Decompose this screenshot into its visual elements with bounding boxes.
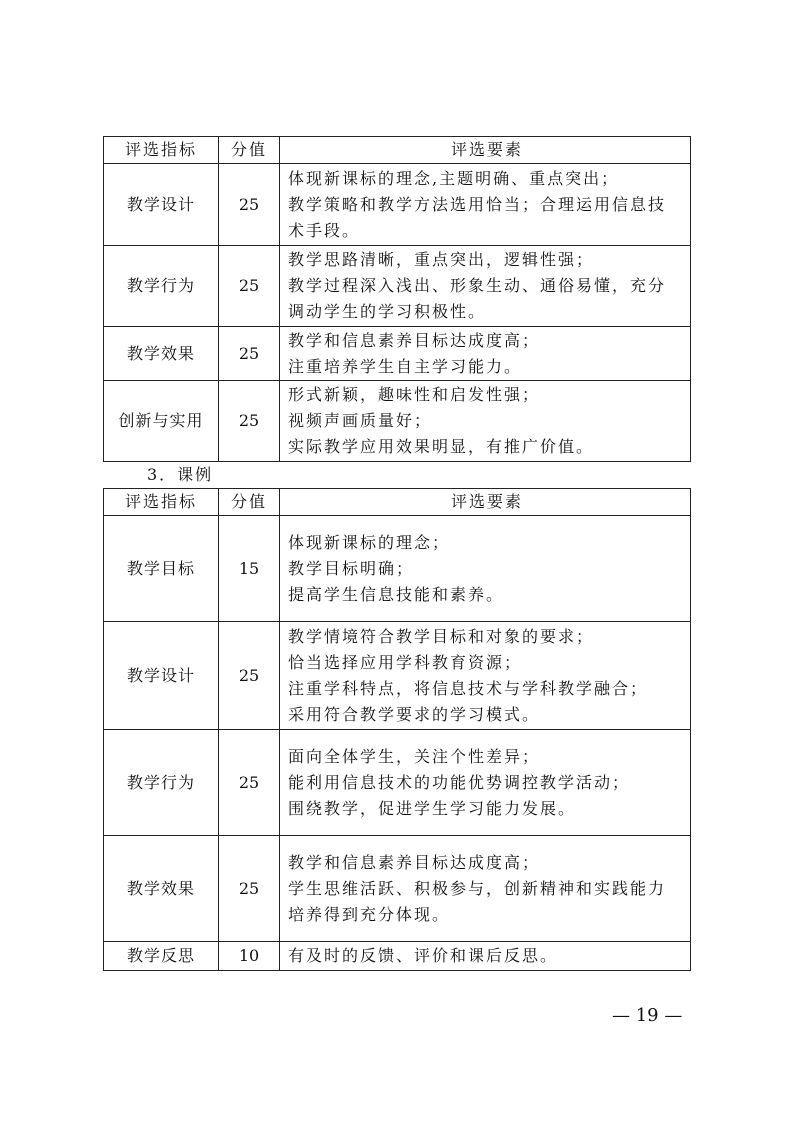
elements-cell [280,381,691,462]
element-line: 实际教学应用效果明显，有推广价值。 [288,437,595,456]
score-cell: 25 [219,836,280,942]
header-indicator: 评选指标 [104,489,219,516]
elements-cell [280,327,691,381]
element-line: 注重培养学生自主学习能力。 [288,356,523,376]
table-row [104,836,691,942]
element-line: 有及时的反馈、评价和课后反思。 [288,946,559,965]
elements-cell [280,164,691,246]
element-line: 提高学生信息技能和素养。 [288,584,505,604]
table-row [104,942,691,971]
element-line: 教学过程深入浅出、形象生动、通俗易懂，充分 [288,276,667,295]
score-cell: 25 [219,622,280,730]
element-line: 注重学科特点，将信息技术与学科教学融合； [288,678,649,698]
table-header-row [104,137,691,164]
elements-cell [280,622,691,730]
header-score: 分值 [219,137,280,164]
table-header-row [104,489,691,516]
indicator-cell: 教学反思 [104,942,219,971]
element-line: 教学情境符合教学目标和对象的要求； [288,626,595,646]
table-row [104,622,691,730]
table-row [104,164,691,246]
score-cell: 10 [219,942,280,971]
element-line: 术手段。 [288,220,361,240]
score-cell: 25 [219,164,280,246]
score-cell: 15 [219,516,280,622]
element-line: 培养得到充分体现。 [288,904,451,924]
score-cell: 25 [219,730,280,836]
indicator-cell: 教学设计 [104,622,219,730]
header-indicator: 评选指标 [104,137,219,164]
table-row [104,246,691,327]
element-line: 恰当选择应用学科教育资源； [288,652,523,672]
indicator-cell: 教学目标 [104,516,219,622]
score-cell: 25 [219,381,280,462]
element-line: 能利用信息技术的功能优势调控教学活动； [288,772,631,792]
indicator-cell: 教学效果 [104,327,219,381]
element-line: 教学和信息素养目标达成度高； [288,330,541,350]
element-line: 形式新颖，趣味性和启发性强； [288,385,541,404]
element-line: 教学策略和教学方法选用恰当；合理运用信息技 [288,194,667,214]
indicator-cell: 教学效果 [104,836,219,942]
elements-cell [280,942,691,971]
element-line: 教学目标明确； [288,558,415,578]
score-cell: 25 [219,246,280,327]
indicator-cell: 教学行为 [104,730,219,836]
elements-cell [280,836,691,942]
page-number: — 19 — [612,1005,683,1026]
element-line: 体现新课标的理念； [288,532,451,552]
element-line: 教学思路清晰，重点突出，逻辑性强； [288,250,595,269]
section-heading: 3．课例 [147,465,214,484]
evaluation-table-2 [103,488,691,971]
elements-cell [280,246,691,327]
element-line: 调动学生的学习积极性。 [288,302,487,321]
header-score: 分值 [219,489,280,516]
elements-cell [280,516,691,622]
element-line: 围绕教学，促进学生学习能力发展。 [288,798,577,818]
header-elements: 评选要素 [280,489,691,516]
evaluation-table-1 [103,136,691,462]
table-row [104,381,691,462]
element-line: 体现新课标的理念,主题明确、重点突出； [288,168,620,188]
element-line: 教学和信息素养目标达成度高； [288,852,541,872]
score-cell: 25 [219,327,280,381]
indicator-cell: 教学设计 [104,164,219,246]
header-elements: 评选要素 [280,137,691,164]
element-line: 视频声画质量好； [288,411,433,430]
element-line: 面向全体学生，关注个性差异； [288,746,541,766]
table-row [104,327,691,381]
element-line: 采用符合教学要求的学习模式。 [288,704,541,724]
indicator-cell: 创新与实用 [104,381,219,462]
indicator-cell: 教学行为 [104,246,219,327]
element-line: 学生思维活跃、积极参与，创新精神和实践能力 [288,878,667,898]
elements-cell [280,730,691,836]
table-row [104,516,691,622]
table-row [104,730,691,836]
